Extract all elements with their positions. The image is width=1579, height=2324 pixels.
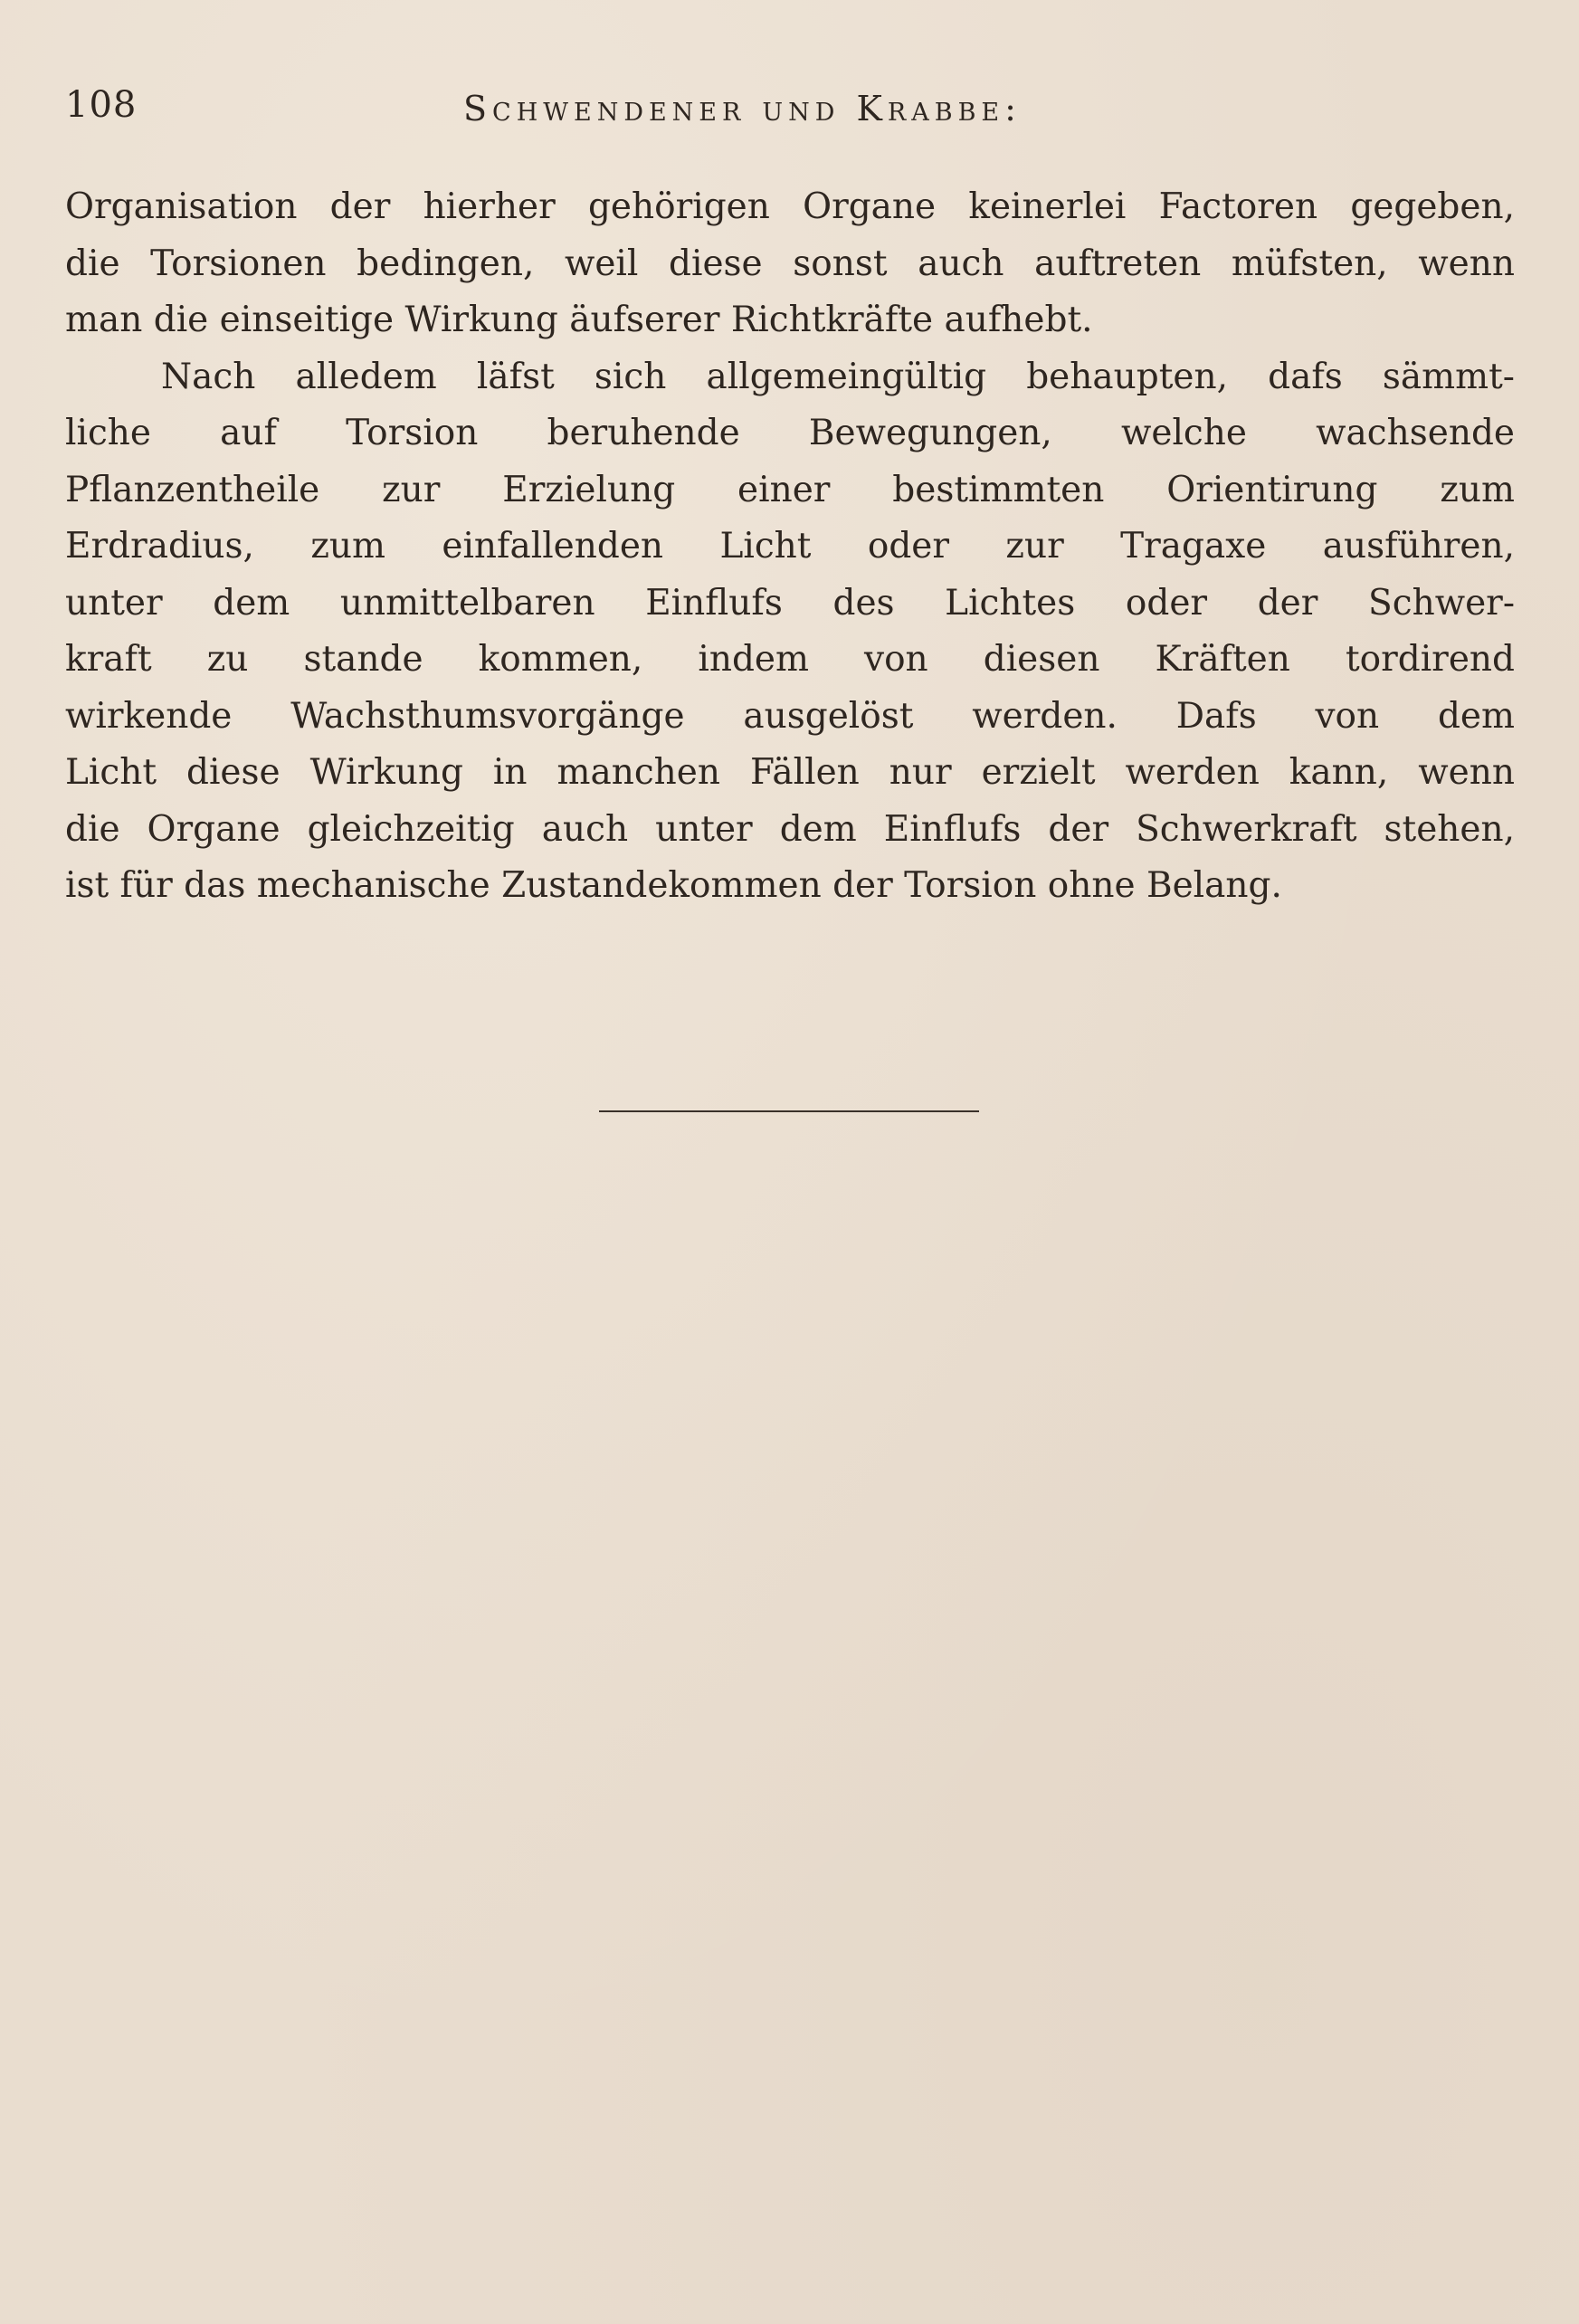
running-head: Schwendener und Krabbe: xyxy=(463,89,1022,129)
text-line: kraft zu stande kommen, indem von diesen Kräften tordirend xyxy=(65,639,1515,680)
text-line: die Organe gleichzeitig auch unter dem Einflufs der Schwerkraft stehen, xyxy=(65,808,1515,850)
text-line: liche auf Torsion beruhende Bewegungen, welche wachsende xyxy=(65,413,1515,453)
text-line: man die einseitige Wirkung äufserer Richtkräfte aufhebt. xyxy=(65,300,1093,340)
body-text xyxy=(65,179,1515,915)
text-line: wirkende Wachsthumsvorgänge ausgelöst werden. Dafs von dem xyxy=(65,695,1515,737)
text-line: unter dem unmittelbaren Einflufs des Lichtes oder der Schwer- xyxy=(65,582,1515,624)
text-line: Pflanzentheile zur Erzielung einer bestimmten Orientirung zum xyxy=(65,469,1515,510)
text-line: die Torsionen bedingen, weil diese sonst auch auftreten müfsten, wenn xyxy=(65,243,1515,284)
paragraph xyxy=(65,179,1515,349)
text-line: Organisation der hierher gehörigen Organe keinerlei Factoren gegeben, xyxy=(65,186,1515,227)
text-line: Licht diese Wirkung in manchen Fällen nur erzielt werden kann, wenn xyxy=(65,752,1515,793)
page-number: 108 xyxy=(65,84,138,126)
paragraph xyxy=(65,349,1515,915)
text-line: Erdradius, zum einfallenden Licht oder zur Tragaxe ausführen, xyxy=(65,526,1515,567)
text-line: ist für das mechanische Zustandekommen der Torsion ohne Belang. xyxy=(65,865,1282,906)
text-line: Nach alledem läfst sich allgemeingültig behaupten, dafs sämmt- xyxy=(161,356,1515,397)
page-header xyxy=(65,80,1513,134)
section-end-rule xyxy=(599,1110,979,1112)
